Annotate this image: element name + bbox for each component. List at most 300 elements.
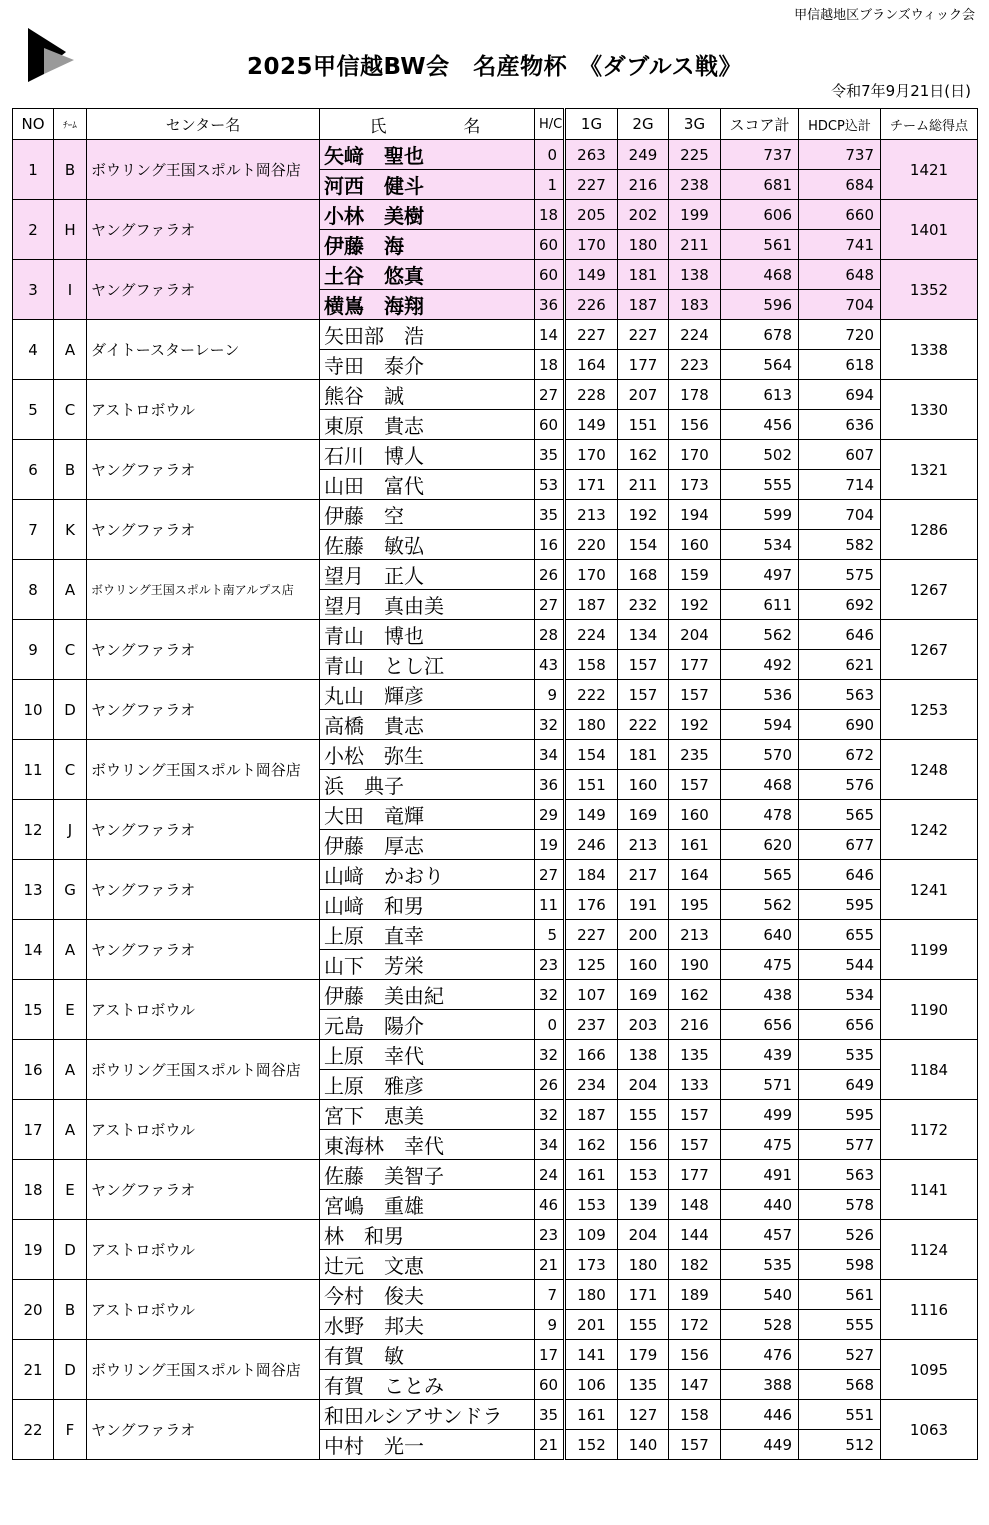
game-1-score: 125 xyxy=(565,950,618,980)
team-letter: G xyxy=(54,860,87,920)
page-title: 2025甲信越BW会 名産物杯 《ダブルス戦》 xyxy=(246,54,743,80)
game-3-score: 147 xyxy=(669,1370,721,1400)
handicap: 26 xyxy=(535,1070,565,1100)
player-name: 熊谷 誠 xyxy=(320,380,535,410)
score-total: 611 xyxy=(721,590,799,620)
score-total: 562 xyxy=(721,620,799,650)
center-name: ヤングファラオ xyxy=(87,500,320,560)
game-2-score: 217 xyxy=(618,860,669,890)
rank-number: 22 xyxy=(13,1400,54,1460)
game-3-score: 157 xyxy=(669,1130,721,1160)
score-total: 562 xyxy=(721,890,799,920)
team-total: 1124 xyxy=(881,1220,978,1280)
game-1-score: 109 xyxy=(565,1220,618,1250)
table-row xyxy=(13,860,978,890)
score-total: 620 xyxy=(721,830,799,860)
score-total: 440 xyxy=(721,1190,799,1220)
handicap: 60 xyxy=(535,260,565,290)
rank-number: 7 xyxy=(13,500,54,560)
col-1g: 1G xyxy=(565,109,618,140)
rank-number: 14 xyxy=(13,920,54,980)
game-3-score: 156 xyxy=(669,1340,721,1370)
game-2-score: 154 xyxy=(618,530,669,560)
hdcp-total: 649 xyxy=(799,1070,881,1100)
game-1-score: 153 xyxy=(565,1190,618,1220)
rank-number: 17 xyxy=(13,1100,54,1160)
score-total: 478 xyxy=(721,800,799,830)
rank-number: 6 xyxy=(13,440,54,500)
team-total: 1241 xyxy=(881,860,978,920)
table-row xyxy=(13,260,978,290)
game-2-score: 181 xyxy=(618,260,669,290)
handicap: 46 xyxy=(535,1190,565,1220)
game-3-score: 157 xyxy=(669,1100,721,1130)
handicap: 34 xyxy=(535,740,565,770)
game-1-score: 224 xyxy=(565,620,618,650)
player-name: 横嶌 海翔 xyxy=(320,290,535,320)
handicap: 60 xyxy=(535,230,565,260)
handicap: 32 xyxy=(535,1100,565,1130)
game-2-score: 213 xyxy=(618,830,669,860)
table-row xyxy=(13,1220,978,1250)
score-total: 561 xyxy=(721,230,799,260)
score-total: 737 xyxy=(721,140,799,170)
score-total: 475 xyxy=(721,1130,799,1160)
game-1-score: 187 xyxy=(565,1100,618,1130)
score-total: 599 xyxy=(721,500,799,530)
organization-name: 甲信越地区ブランズウィック会 xyxy=(794,8,975,23)
score-total: 492 xyxy=(721,650,799,680)
player-name: 望月 真由美 xyxy=(320,590,535,620)
game-3-score: 192 xyxy=(669,710,721,740)
team-letter: A xyxy=(54,320,87,380)
center-name: ボウリング王国スポルト岡谷店 xyxy=(87,1340,320,1400)
hdcp-total: 704 xyxy=(799,500,881,530)
hdcp-total: 598 xyxy=(799,1250,881,1280)
team-letter: C xyxy=(54,740,87,800)
player-name: 寺田 泰介 xyxy=(320,350,535,380)
rank-number: 18 xyxy=(13,1160,54,1220)
game-2-score: 200 xyxy=(618,920,669,950)
team-total: 1141 xyxy=(881,1160,978,1220)
team-total: 1330 xyxy=(881,380,978,440)
handicap: 0 xyxy=(535,1010,565,1040)
center-name: ボウリング王国スポルト岡谷店 xyxy=(87,1040,320,1100)
rank-number: 10 xyxy=(13,680,54,740)
game-3-score: 157 xyxy=(669,680,721,710)
game-2-score: 135 xyxy=(618,1370,669,1400)
player-name: 元島 陽介 xyxy=(320,1010,535,1040)
player-name: 丸山 輝彦 xyxy=(320,680,535,710)
player-name: 河西 健斗 xyxy=(320,170,535,200)
score-total: 613 xyxy=(721,380,799,410)
game-1-score: 228 xyxy=(565,380,618,410)
player-name: 高橋 貴志 xyxy=(320,710,535,740)
player-name: 上原 雅彦 xyxy=(320,1070,535,1100)
player-name: 山﨑 かおり xyxy=(320,860,535,890)
handicap: 0 xyxy=(535,140,565,170)
handicap: 16 xyxy=(535,530,565,560)
handicap: 32 xyxy=(535,1040,565,1070)
table-row xyxy=(13,320,978,350)
hdcp-total: 535 xyxy=(799,1040,881,1070)
game-2-score: 191 xyxy=(618,890,669,920)
game-2-score: 204 xyxy=(618,1220,669,1250)
col-no: NO xyxy=(13,109,54,140)
hdcp-total: 646 xyxy=(799,860,881,890)
player-name: 伊藤 美由紀 xyxy=(320,980,535,1010)
player-name: 佐藤 敏弘 xyxy=(320,530,535,560)
game-3-score: 148 xyxy=(669,1190,721,1220)
game-3-score: 178 xyxy=(669,380,721,410)
handicap: 34 xyxy=(535,1130,565,1160)
col-score: スコア計 xyxy=(721,109,799,140)
game-2-score: 138 xyxy=(618,1040,669,1070)
game-2-score: 202 xyxy=(618,200,669,230)
hdcp-total: 714 xyxy=(799,470,881,500)
hdcp-total: 656 xyxy=(799,1010,881,1040)
table-row xyxy=(13,620,978,650)
team-letter: B xyxy=(54,1280,87,1340)
game-3-score: 189 xyxy=(669,1280,721,1310)
game-1-score: 158 xyxy=(565,650,618,680)
player-name: 望月 正人 xyxy=(320,560,535,590)
player-name: 矢﨑 聖也 xyxy=(320,140,535,170)
rank-number: 13 xyxy=(13,860,54,920)
table-header-row xyxy=(13,109,978,140)
game-3-score: 170 xyxy=(669,440,721,470)
hdcp-total: 527 xyxy=(799,1340,881,1370)
team-total: 1248 xyxy=(881,740,978,800)
team-letter: D xyxy=(54,1220,87,1280)
score-total: 449 xyxy=(721,1430,799,1460)
player-name: 伊藤 空 xyxy=(320,500,535,530)
game-2-score: 187 xyxy=(618,290,669,320)
rank-number: 2 xyxy=(13,200,54,260)
hdcp-total: 563 xyxy=(799,1160,881,1190)
game-2-score: 169 xyxy=(618,980,669,1010)
game-3-score: 238 xyxy=(669,170,721,200)
team-total: 1401 xyxy=(881,200,978,260)
hdcp-total: 648 xyxy=(799,260,881,290)
game-1-score: 227 xyxy=(565,320,618,350)
hdcp-total: 595 xyxy=(799,890,881,920)
game-1-score: 166 xyxy=(565,1040,618,1070)
player-name: 有賀 敏 xyxy=(320,1340,535,1370)
team-letter: B xyxy=(54,440,87,500)
team-letter: I xyxy=(54,260,87,320)
player-name: 土谷 悠真 xyxy=(320,260,535,290)
player-name: 東海林 幸代 xyxy=(320,1130,535,1160)
table-row xyxy=(13,800,978,830)
event-date: 令和7年9月21日(日) xyxy=(831,82,971,100)
col-2g: 2G xyxy=(618,109,669,140)
handicap: 28 xyxy=(535,620,565,650)
player-name: 小松 弥生 xyxy=(320,740,535,770)
score-total: 564 xyxy=(721,350,799,380)
hdcp-total: 704 xyxy=(799,290,881,320)
handicap: 23 xyxy=(535,1220,565,1250)
game-2-score: 155 xyxy=(618,1310,669,1340)
game-3-score: 164 xyxy=(669,860,721,890)
hdcp-total: 677 xyxy=(799,830,881,860)
table-row xyxy=(13,740,978,770)
table-row xyxy=(13,140,978,170)
team-letter: A xyxy=(54,920,87,980)
game-2-score: 232 xyxy=(618,590,669,620)
team-total: 1253 xyxy=(881,680,978,740)
player-name: 伊藤 海 xyxy=(320,230,535,260)
team-total: 1190 xyxy=(881,980,978,1040)
game-3-score: 190 xyxy=(669,950,721,980)
game-3-score: 182 xyxy=(669,1250,721,1280)
game-1-score: 154 xyxy=(565,740,618,770)
score-total: 439 xyxy=(721,1040,799,1070)
score-total: 640 xyxy=(721,920,799,950)
hdcp-total: 526 xyxy=(799,1220,881,1250)
hdcp-total: 646 xyxy=(799,620,881,650)
hdcp-total: 655 xyxy=(799,920,881,950)
team-letter: E xyxy=(54,980,87,1040)
game-2-score: 249 xyxy=(618,140,669,170)
game-1-score: 170 xyxy=(565,560,618,590)
player-name: 青山 博也 xyxy=(320,620,535,650)
player-name: 小林 美樹 xyxy=(320,200,535,230)
team-total: 1063 xyxy=(881,1400,978,1460)
handicap: 7 xyxy=(535,1280,565,1310)
player-name: 宮嶋 重雄 xyxy=(320,1190,535,1220)
player-name: 伊藤 厚志 xyxy=(320,830,535,860)
hdcp-total: 737 xyxy=(799,140,881,170)
team-total: 1199 xyxy=(881,920,978,980)
game-2-score: 160 xyxy=(618,950,669,980)
rank-number: 19 xyxy=(13,1220,54,1280)
handicap: 43 xyxy=(535,650,565,680)
score-total: 476 xyxy=(721,1340,799,1370)
game-2-score: 180 xyxy=(618,230,669,260)
score-total: 596 xyxy=(721,290,799,320)
handicap: 23 xyxy=(535,950,565,980)
rank-number: 1 xyxy=(13,140,54,200)
game-3-score: 144 xyxy=(669,1220,721,1250)
center-name: ボウリング王国スポルト岡谷店 xyxy=(87,140,320,200)
team-letter: D xyxy=(54,680,87,740)
table-row xyxy=(13,920,978,950)
game-1-score: 162 xyxy=(565,1130,618,1160)
game-1-score: 161 xyxy=(565,1160,618,1190)
handicap: 36 xyxy=(535,290,565,320)
game-3-score: 216 xyxy=(669,1010,721,1040)
score-total: 534 xyxy=(721,530,799,560)
hdcp-total: 568 xyxy=(799,1370,881,1400)
player-name: 中村 光一 xyxy=(320,1430,535,1460)
game-2-score: 155 xyxy=(618,1100,669,1130)
handicap: 11 xyxy=(535,890,565,920)
game-2-score: 227 xyxy=(618,320,669,350)
game-1-score: 205 xyxy=(565,200,618,230)
table-row xyxy=(13,500,978,530)
handicap: 24 xyxy=(535,1160,565,1190)
game-2-score: 157 xyxy=(618,680,669,710)
team-letter: F xyxy=(54,1400,87,1460)
hdcp-total: 660 xyxy=(799,200,881,230)
col-total: チーム総得点 xyxy=(881,109,978,140)
handicap: 5 xyxy=(535,920,565,950)
rank-number: 11 xyxy=(13,740,54,800)
game-2-score: 180 xyxy=(618,1250,669,1280)
center-name: アストロボウル xyxy=(87,380,320,440)
col-3g: 3G xyxy=(669,109,721,140)
handicap: 18 xyxy=(535,350,565,380)
game-1-score: 106 xyxy=(565,1370,618,1400)
player-name: 佐藤 美智子 xyxy=(320,1160,535,1190)
player-name: 辻元 文恵 xyxy=(320,1250,535,1280)
game-2-score: 169 xyxy=(618,800,669,830)
center-name: ヤングファラオ xyxy=(87,440,320,500)
hdcp-total: 582 xyxy=(799,530,881,560)
game-1-score: 237 xyxy=(565,1010,618,1040)
game-2-score: 204 xyxy=(618,1070,669,1100)
center-name: ヤングファラオ xyxy=(87,860,320,920)
game-3-score: 204 xyxy=(669,620,721,650)
game-2-score: 127 xyxy=(618,1400,669,1430)
team-letter: A xyxy=(54,1100,87,1160)
center-name: ヤングファラオ xyxy=(87,620,320,680)
handicap: 36 xyxy=(535,770,565,800)
game-1-score: 149 xyxy=(565,260,618,290)
game-3-score: 199 xyxy=(669,200,721,230)
player-name: 上原 幸代 xyxy=(320,1040,535,1070)
hdcp-total: 563 xyxy=(799,680,881,710)
game-1-score: 226 xyxy=(565,290,618,320)
col-hc: H/C xyxy=(535,109,565,140)
game-3-score: 213 xyxy=(669,920,721,950)
player-name: 浜 典子 xyxy=(320,770,535,800)
player-name: 東原 貴志 xyxy=(320,410,535,440)
hdcp-total: 621 xyxy=(799,650,881,680)
table-row xyxy=(13,200,978,230)
game-2-score: 162 xyxy=(618,440,669,470)
game-3-score: 156 xyxy=(669,410,721,440)
game-2-score: 203 xyxy=(618,1010,669,1040)
table-row xyxy=(13,680,978,710)
game-3-score: 224 xyxy=(669,320,721,350)
game-2-score: 151 xyxy=(618,410,669,440)
center-name: アストロボウル xyxy=(87,1280,320,1340)
game-2-score: 157 xyxy=(618,650,669,680)
team-letter: C xyxy=(54,620,87,680)
game-1-score: 180 xyxy=(565,710,618,740)
hdcp-total: 684 xyxy=(799,170,881,200)
handicap: 19 xyxy=(535,830,565,860)
game-2-score: 207 xyxy=(618,380,669,410)
score-total: 555 xyxy=(721,470,799,500)
game-1-score: 176 xyxy=(565,890,618,920)
score-total: 594 xyxy=(721,710,799,740)
hdcp-total: 720 xyxy=(799,320,881,350)
game-1-score: 180 xyxy=(565,1280,618,1310)
center-name: ボウリング王国スポルト岡谷店 xyxy=(87,740,320,800)
col-name: 氏 名 xyxy=(320,109,535,140)
game-2-score: 160 xyxy=(618,770,669,800)
center-name: ヤングファラオ xyxy=(87,1160,320,1220)
game-1-score: 187 xyxy=(565,590,618,620)
handicap: 35 xyxy=(535,500,565,530)
hdcp-total: 595 xyxy=(799,1100,881,1130)
center-name: ヤングファラオ xyxy=(87,920,320,980)
hdcp-total: 561 xyxy=(799,1280,881,1310)
game-3-score: 211 xyxy=(669,230,721,260)
score-total: 656 xyxy=(721,1010,799,1040)
table-row xyxy=(13,1040,978,1070)
game-2-score: 156 xyxy=(618,1130,669,1160)
game-1-score: 234 xyxy=(565,1070,618,1100)
center-name: ダイトースターレーン xyxy=(87,320,320,380)
game-2-score: 153 xyxy=(618,1160,669,1190)
score-total: 502 xyxy=(721,440,799,470)
game-3-score: 138 xyxy=(669,260,721,290)
game-3-score: 177 xyxy=(669,650,721,680)
results-table xyxy=(12,108,978,1460)
handicap: 27 xyxy=(535,380,565,410)
hdcp-total: 544 xyxy=(799,950,881,980)
center-name: アストロボウル xyxy=(87,1100,320,1160)
player-name: 有賀 ことみ xyxy=(320,1370,535,1400)
score-total: 388 xyxy=(721,1370,799,1400)
hdcp-total: 607 xyxy=(799,440,881,470)
game-1-score: 201 xyxy=(565,1310,618,1340)
table-row xyxy=(13,980,978,1010)
game-3-score: 235 xyxy=(669,740,721,770)
hdcp-total: 690 xyxy=(799,710,881,740)
game-3-score: 157 xyxy=(669,770,721,800)
team-total: 1184 xyxy=(881,1040,978,1100)
game-3-score: 194 xyxy=(669,500,721,530)
rank-number: 21 xyxy=(13,1340,54,1400)
center-name: ヤングファラオ xyxy=(87,800,320,860)
center-name: ボウリング王国スポルト南アルプス店 xyxy=(87,560,320,620)
score-total: 468 xyxy=(721,260,799,290)
team-total: 1267 xyxy=(881,560,978,620)
hdcp-total: 534 xyxy=(799,980,881,1010)
player-name: 矢田部 浩 xyxy=(320,320,535,350)
game-1-score: 151 xyxy=(565,770,618,800)
game-1-score: 263 xyxy=(565,140,618,170)
score-total: 570 xyxy=(721,740,799,770)
player-name: 山下 芳栄 xyxy=(320,950,535,980)
score-total: 499 xyxy=(721,1100,799,1130)
score-total: 681 xyxy=(721,170,799,200)
game-3-score: 173 xyxy=(669,470,721,500)
handicap: 53 xyxy=(535,470,565,500)
handicap: 27 xyxy=(535,860,565,890)
center-name: ヤングファラオ xyxy=(87,260,320,320)
score-total: 457 xyxy=(721,1220,799,1250)
player-name: 上原 直幸 xyxy=(320,920,535,950)
handicap: 35 xyxy=(535,1400,565,1430)
score-total: 536 xyxy=(721,680,799,710)
center-name: ヤングファラオ xyxy=(87,200,320,260)
team-letter: J xyxy=(54,800,87,860)
game-2-score: 171 xyxy=(618,1280,669,1310)
game-3-score: 192 xyxy=(669,590,721,620)
center-name: アストロボウル xyxy=(87,1220,320,1280)
table-row xyxy=(13,1400,978,1430)
team-letter: H xyxy=(54,200,87,260)
table-row xyxy=(13,1160,978,1190)
hdcp-total: 741 xyxy=(799,230,881,260)
col-hdcp: HDCP込計 xyxy=(799,109,881,140)
